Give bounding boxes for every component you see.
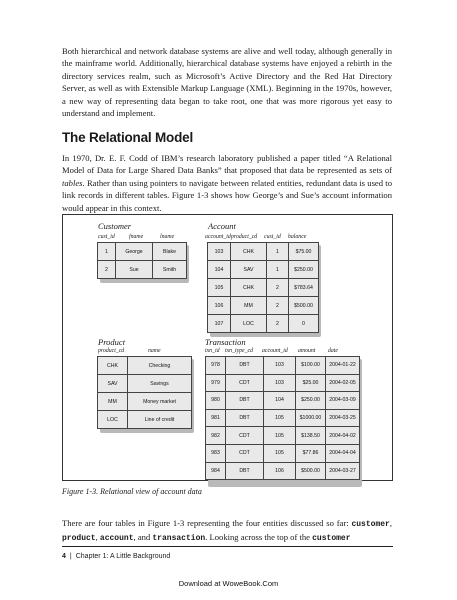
table-cell: $25.00 <box>296 374 326 392</box>
customer-table-title: Customer <box>98 221 132 231</box>
download-notice: Download at WoweBook.Com <box>178 579 279 588</box>
code-term: account <box>99 534 134 544</box>
product-table-body <box>98 357 192 429</box>
table-cell: SAV <box>231 261 267 279</box>
figure-account-data <box>62 214 393 481</box>
table-cell: $138.50 <box>296 427 326 445</box>
product-table-title: Product <box>98 337 126 347</box>
table-cell: $1000.00 <box>296 409 326 427</box>
table-cell: 104 <box>264 392 296 410</box>
footer-rule <box>62 546 393 547</box>
account-table-body <box>208 243 319 333</box>
paragraph-text: . Rather than using pointers to navigate between related entities, redundant data is used to link records in different tables. Figure 1-3 shows how George’s and Sue’s account information would appear in this context. <box>62 177 392 213</box>
table-cell: 103 <box>264 374 296 392</box>
column-header: amount <box>298 348 316 354</box>
table-cell: MM <box>98 393 128 411</box>
table-row <box>98 357 192 375</box>
table-cell: Smith <box>153 261 187 279</box>
column-header: product_cd <box>98 348 125 354</box>
code-term: transaction <box>152 534 206 544</box>
table-cell: DBT <box>226 357 264 375</box>
code-term: product <box>62 534 96 544</box>
code-term: customer <box>351 520 390 529</box>
table-cell: 2004-03-25 <box>326 409 360 427</box>
table-row <box>206 357 360 375</box>
table-row <box>208 297 319 315</box>
column-header: txn_type_cd <box>225 348 254 354</box>
table-cell: 105 <box>264 409 296 427</box>
paragraph-text: , <box>95 532 100 543</box>
column-header: name <box>148 348 161 354</box>
table-row <box>98 261 187 279</box>
table-cell: 0 <box>289 315 319 333</box>
table-cell: LOC <box>231 315 267 333</box>
table-cell: 106 <box>208 297 231 315</box>
transaction-table <box>205 356 360 480</box>
table-cell: 106 <box>264 462 296 480</box>
table-cell: CDT <box>226 427 264 445</box>
page-footer <box>62 553 170 560</box>
table-cell: $500.00 <box>289 297 319 315</box>
table-cell: 1 <box>267 243 289 261</box>
column-header: cust_id <box>264 234 281 240</box>
emphasis-text: tables <box>62 177 83 188</box>
table-row <box>206 374 360 392</box>
footer-separator: | <box>69 553 72 560</box>
table-row <box>98 375 192 393</box>
code-term: customer <box>312 534 351 544</box>
table-cell: $500.00 <box>296 462 326 480</box>
table-cell: $100.00 <box>296 357 326 375</box>
column-header: account_id <box>205 234 231 240</box>
table-cell: Sue <box>116 261 153 279</box>
transaction-table-body <box>206 357 360 480</box>
table-cell: CHK <box>231 279 267 297</box>
page-number: 4 <box>62 553 66 560</box>
table-cell: 2 <box>267 315 289 333</box>
table-cell: CHK <box>231 243 267 261</box>
table-cell: 105 <box>208 279 231 297</box>
table-cell: $77.86 <box>296 444 326 462</box>
table-cell: CHK <box>98 357 128 375</box>
table-cell: 2 <box>267 279 289 297</box>
column-header: date <box>328 348 338 354</box>
table-cell: 2 <box>267 297 289 315</box>
table-cell: 103 <box>264 357 296 375</box>
table-cell: MM <box>231 297 267 315</box>
product-table <box>97 356 192 429</box>
table-cell: 104 <box>208 261 231 279</box>
table-cell: DBT <box>226 409 264 427</box>
table-cell: Blake <box>153 243 187 261</box>
table-row <box>206 392 360 410</box>
column-header: lname <box>160 234 175 240</box>
table-cell: CDT <box>226 444 264 462</box>
table-row <box>208 279 319 297</box>
table-cell: $75.00 <box>289 243 319 261</box>
customer-table-body <box>98 243 187 279</box>
table-cell: 2004-04-02 <box>326 427 360 445</box>
intro-paragraph: Both hierarchical and network database systems are alive and well today, although generally in the mainframe world. Additionally, hierarchical database systems have enjoyed a rebirth in the directory services realm, such as Microsoft’s Active Directory and the Red Hat Directory Server, as well as with Extensible Markup Language (XML). Beginning in the 1970s, however, a new way of representing data began to take root, one that was more rigorous yet easy to understand and implement. <box>62 46 392 119</box>
table-cell: 105 <box>264 444 296 462</box>
table-cell: 1 <box>267 261 289 279</box>
table-cell: 103 <box>208 243 231 261</box>
table-cell: $783.64 <box>289 279 319 297</box>
table-cell: 2004-01-22 <box>326 357 360 375</box>
table-cell: George <box>116 243 153 261</box>
table-row <box>206 444 360 462</box>
table-cell: 105 <box>264 427 296 445</box>
table-row <box>206 409 360 427</box>
chapter-title: Chapter 1: A Little Background <box>75 553 171 560</box>
table-cell: DBT <box>226 462 264 480</box>
table-cell: 980 <box>206 392 226 410</box>
table-row <box>206 462 360 480</box>
table-row <box>208 243 319 261</box>
table-cell: 2004-03-27 <box>326 462 360 480</box>
table-cell: Savings <box>128 375 192 393</box>
table-cell: 2 <box>98 261 116 279</box>
table-cell: Checking <box>128 357 192 375</box>
table-cell: 979 <box>206 374 226 392</box>
table-cell: SAV <box>98 375 128 393</box>
table-row <box>208 315 319 333</box>
account-table-title: Account <box>208 221 236 231</box>
table-cell: 107 <box>208 315 231 333</box>
table-cell: CDT <box>226 374 264 392</box>
table-cell: 982 <box>206 427 226 445</box>
table-cell: $250.00 <box>296 392 326 410</box>
table-cell: DBT <box>226 392 264 410</box>
table-cell: 2004-04-04 <box>326 444 360 462</box>
account-table <box>207 242 319 333</box>
table-cell: 981 <box>206 409 226 427</box>
table-cell: 984 <box>206 462 226 480</box>
table-cell: $250.00 <box>289 261 319 279</box>
table-cell: 1 <box>98 243 116 261</box>
table-cell: Line of credit <box>128 411 192 429</box>
paragraph-text: , <box>389 518 392 528</box>
relational-model-paragraph <box>62 152 392 214</box>
table-cell: Money market <box>128 393 192 411</box>
table-cell: 978 <box>206 357 226 375</box>
table-row <box>208 261 319 279</box>
column-header: fname <box>129 234 144 240</box>
paragraph-text: There are four tables in Figure 1-3 representing the four entities discussed so far: <box>62 518 352 528</box>
table-row <box>98 411 192 429</box>
column-header: product_cd <box>231 234 258 240</box>
tables-paragraph <box>62 517 392 546</box>
table-row <box>98 393 192 411</box>
transaction-table-title: Transaction <box>205 337 246 347</box>
table-row <box>206 427 360 445</box>
paragraph-text: In 1970, Dr. E. F. Codd of IBM’s research laboratory published a paper titled “A Relational Model of Data for Large Shared Data Banks” that proposed that data be represented as sets of <box>62 153 392 176</box>
table-row <box>98 243 187 261</box>
table-cell: LOC <box>98 411 128 429</box>
section-heading: The Relational Model <box>62 130 194 145</box>
paragraph-text: . Looking across the top of the <box>205 532 313 543</box>
paragraph-text: , and <box>133 532 153 543</box>
column-header: balance <box>288 234 307 240</box>
column-header: cust_id <box>98 234 115 240</box>
table-cell: 2004-03-09 <box>326 392 360 410</box>
column-header: txn_id <box>205 348 220 354</box>
customer-table <box>97 242 187 279</box>
column-header: account_id <box>262 348 288 354</box>
figure-caption: Figure 1-3. Relational view of account data <box>62 487 202 496</box>
table-cell: 983 <box>206 444 226 462</box>
table-cell: 2004-02-05 <box>326 374 360 392</box>
